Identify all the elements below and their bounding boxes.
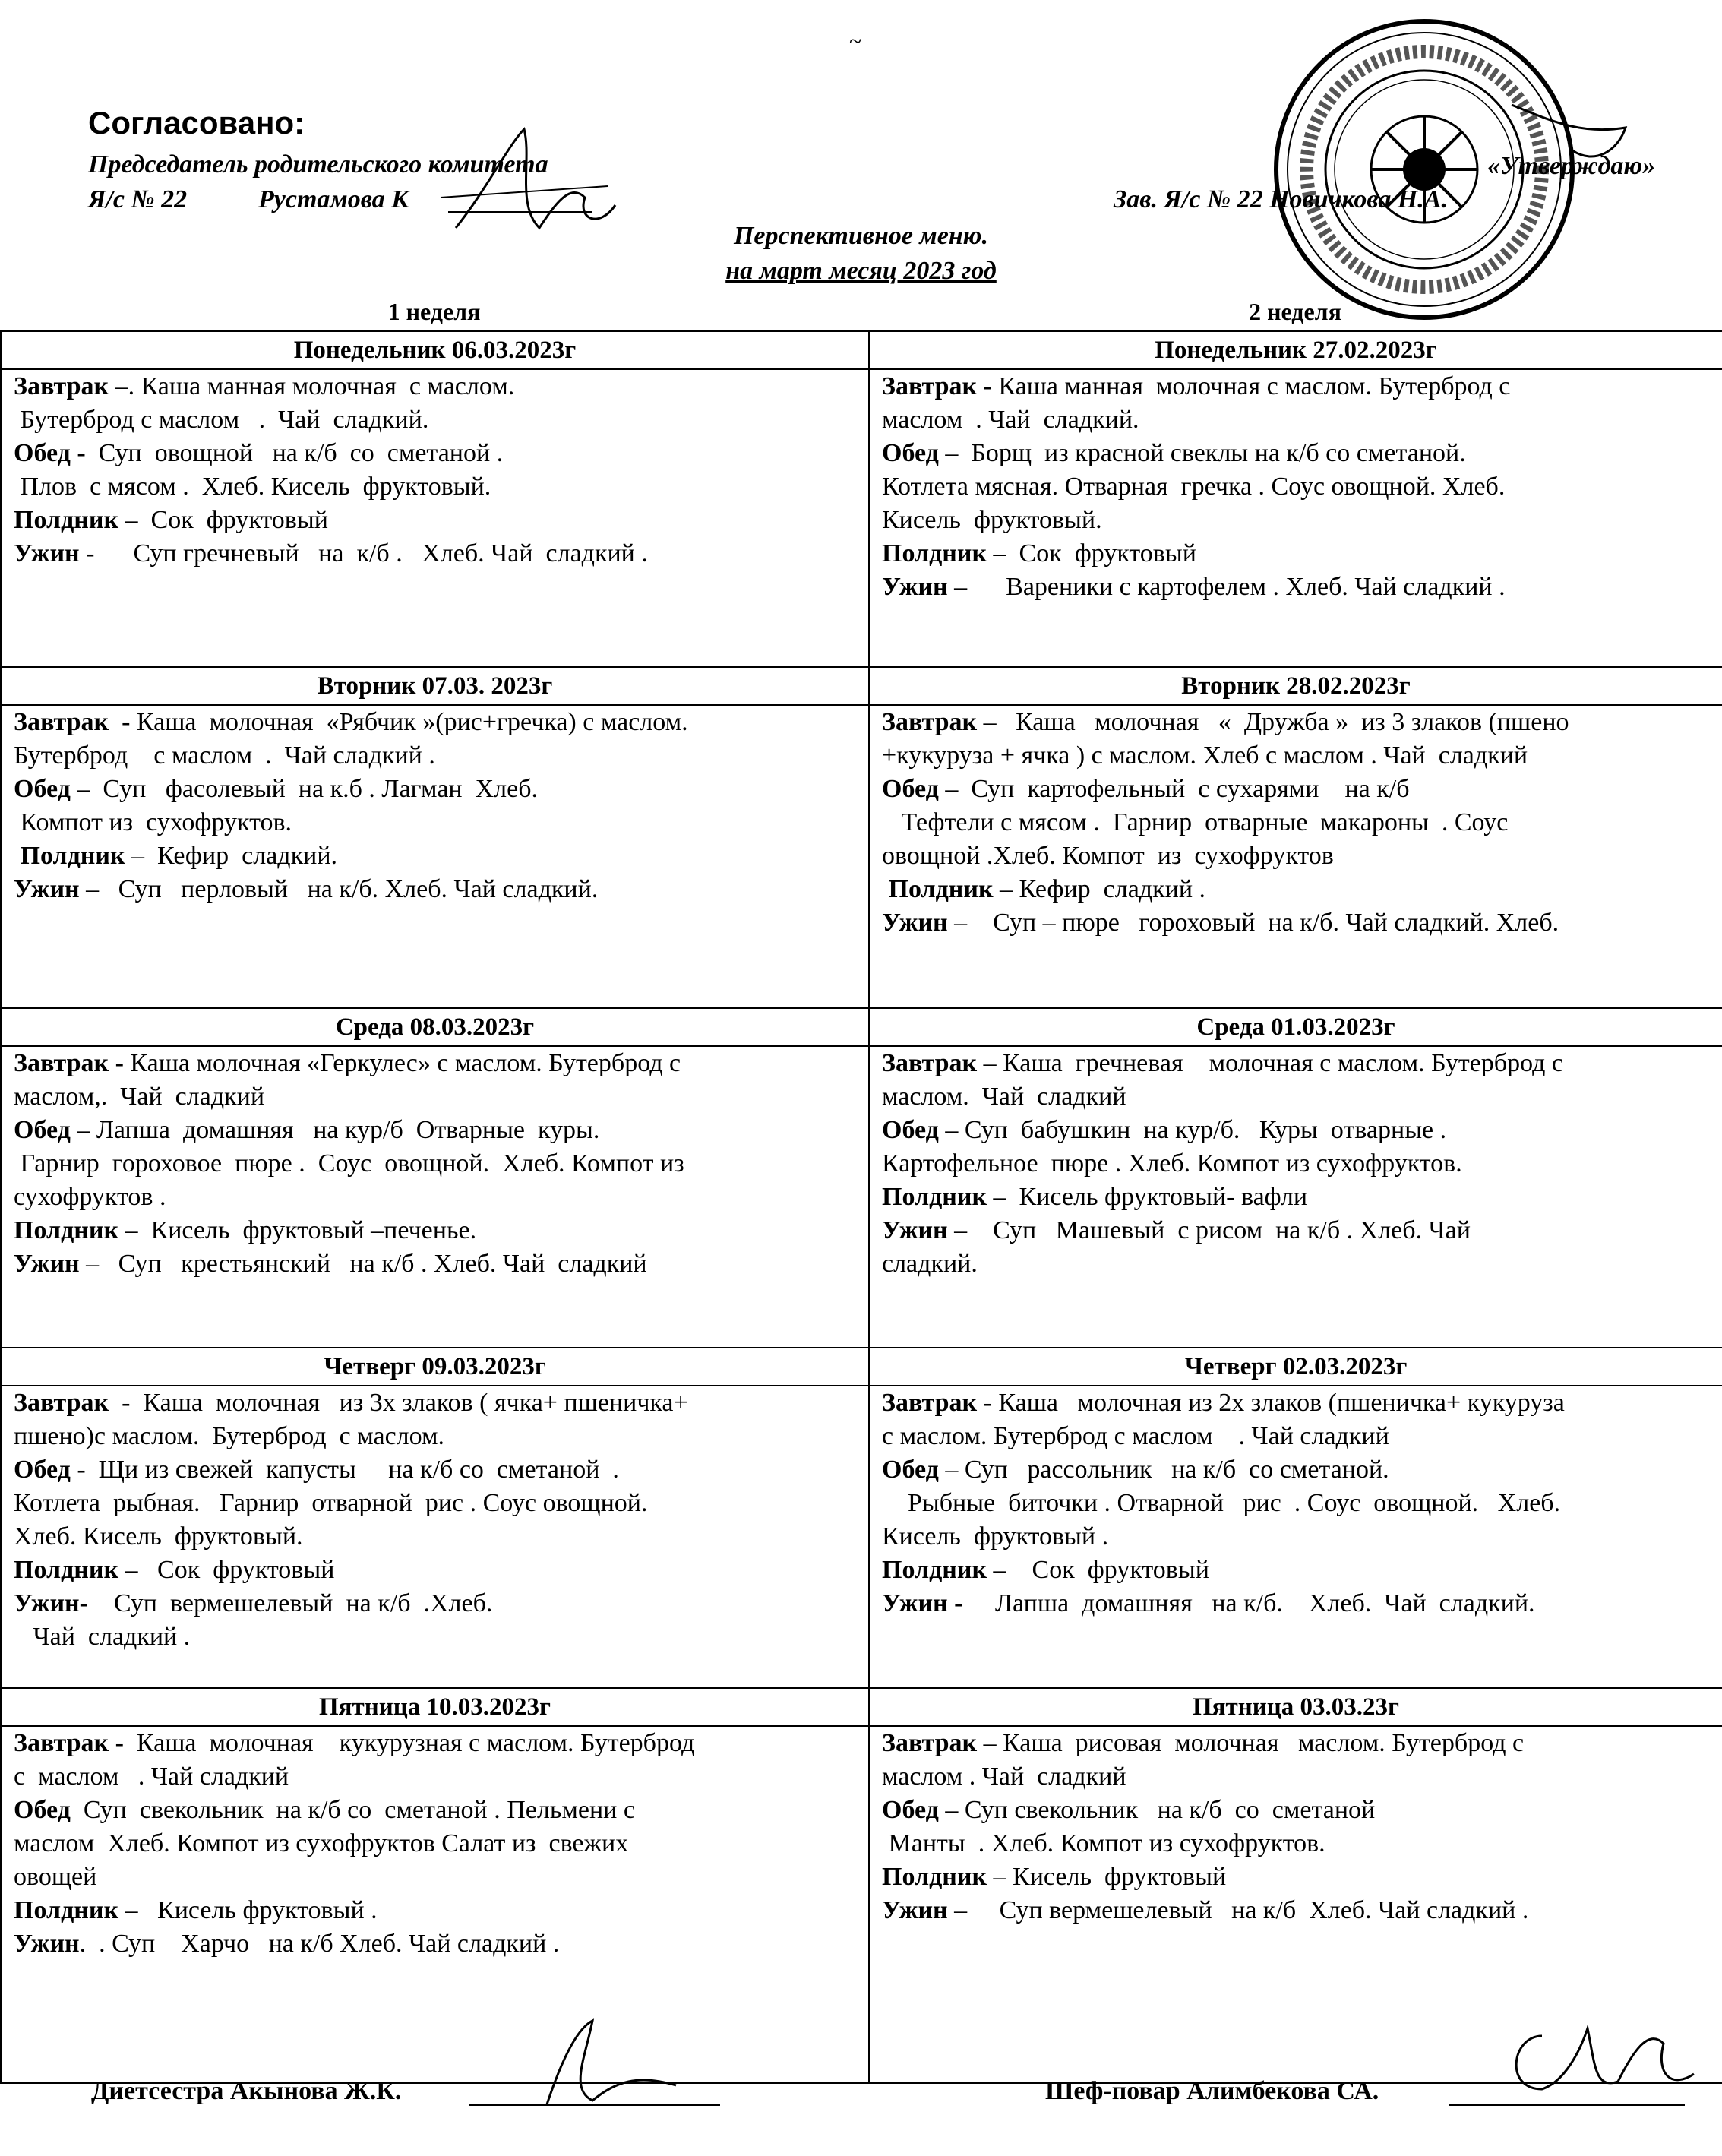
meal-label: Завтрак: [882, 372, 978, 400]
day-menu-row: [1, 1386, 1722, 1688]
meal-separator: -: [70, 439, 99, 467]
meal-text: Плов с мясом . Хлеб. Кисель фруктовый.: [14, 473, 491, 501]
meal-text: Каша молочная из 3х злаков ( ячка+ пшеничка+: [143, 1389, 688, 1417]
day-title-left: Четверг 09.03.2023г: [1, 1348, 869, 1386]
chef-signature-icon: [1481, 2006, 1709, 2112]
meal-label: Обед: [14, 439, 71, 467]
meal-separator: -: [109, 1049, 131, 1077]
agreed-name: Рустамова К: [258, 185, 409, 213]
meal-line: [14, 1420, 856, 1453]
agreed-role: Председатель родительского комитета: [88, 150, 548, 179]
meal-text: Лапша домашняя на кур/б Отварные куры.: [96, 1116, 600, 1144]
meal-label: Обед: [882, 439, 939, 467]
meal-separator: –: [987, 1863, 1013, 1891]
meal-line: [882, 1554, 1710, 1587]
meal-separator: –: [70, 1116, 96, 1144]
meal-text: Сок фруктовый: [1019, 539, 1196, 567]
meal-line: [14, 1587, 856, 1620]
menu-title: Перспективное меню.: [733, 222, 988, 250]
meal-line: [14, 1487, 856, 1520]
meal-line: [14, 1620, 856, 1654]
meal-text: Каша молочная «Геркулес» с маслом. Бутерброд с: [130, 1049, 681, 1077]
meal-line: [14, 1927, 856, 1961]
meal-separator: -: [977, 372, 999, 400]
meal-text: Кефир сладкий.: [157, 842, 338, 870]
meal-separator: –: [993, 875, 1019, 903]
meal-line: [14, 470, 856, 504]
meal-line: [14, 504, 856, 537]
day-title-left: Вторник 07.03. 2023г: [1, 667, 869, 705]
meal-line: [14, 1047, 856, 1080]
meal-text: Борщ из красной свеклы на к/б со сметаной.: [971, 439, 1466, 467]
meal-separator: -: [109, 1389, 144, 1417]
meal-line: [14, 1794, 856, 1827]
meal-text: Рыбные биточки . Отварной рис . Соус овощной. Хлеб.: [882, 1489, 1561, 1517]
meal-separator: –: [977, 708, 1016, 736]
meal-line: [14, 370, 856, 403]
meal-separator: -: [109, 708, 137, 736]
meal-line: [882, 504, 1710, 537]
meal-text: Котлета рыбная. Гарнир отварной рис . Соус овощной.: [14, 1489, 648, 1517]
meal-label: Обед: [882, 1116, 939, 1144]
meal-line: [882, 906, 1710, 940]
meal-line: [14, 1080, 856, 1114]
meal-text: Каша гречневая молочная с маслом. Бутерброд с: [1003, 1049, 1563, 1077]
meal-text: +кукуруза + ячка ) с маслом. Хлеб с маслом . Чай сладкий: [882, 741, 1528, 770]
meal-line: [882, 1727, 1710, 1760]
meal-line: [14, 1520, 856, 1554]
day-header-row: [1, 667, 1722, 705]
meal-label: Обед: [882, 1796, 939, 1824]
meal-line: [14, 1453, 856, 1487]
meal-label: Завтрак: [882, 1389, 978, 1417]
meal-separator: –: [947, 573, 1006, 601]
meal-text: Суп рассольник на к/б со сметаной.: [964, 1456, 1389, 1484]
meal-text: Кисель фруктовый.: [882, 506, 1102, 534]
meal-line: [882, 1080, 1710, 1114]
day-menu-left: [1, 1046, 869, 1348]
meal-text: Кисель фруктовый: [1013, 1863, 1227, 1891]
menu-subtitle: на март месяц 2023 год: [725, 257, 997, 285]
meal-text: Картофельное пюре . Хлеб. Компот из сухофруктов.: [882, 1149, 1462, 1178]
meal-text: Бутерброд с маслом . Чай сладкий .: [14, 741, 435, 770]
day-menu-row: [1, 1046, 1722, 1348]
approved-label: «Утверждаю»: [1487, 152, 1656, 180]
meal-separator: –: [125, 842, 158, 870]
meal-line: [14, 739, 856, 773]
day-menu-row: [1, 1726, 1722, 2083]
meal-line: [14, 1214, 856, 1247]
meal-text: сладкий.: [882, 1250, 978, 1278]
meal-label: Полдник: [14, 1896, 119, 1924]
day-menu-right: [869, 1386, 1722, 1688]
meal-label: Полдник: [14, 1556, 119, 1584]
meal-text: с маслом. Бутерброд с маслом . Чай сладкий: [882, 1422, 1389, 1450]
meal-text: маслом Хлеб. Компот из сухофруктов Салат из свежих: [14, 1829, 629, 1857]
meal-separator: –: [977, 1729, 1003, 1757]
meal-line: [882, 806, 1710, 839]
meal-line: [14, 1727, 856, 1760]
meal-separator: –: [947, 909, 994, 937]
meal-text: Кисель фруктовый .: [157, 1896, 378, 1924]
meal-text: Суп – пюре гороховый на к/б. Чай сладкий. Хлеб.: [993, 909, 1559, 937]
meal-line: [14, 1181, 856, 1214]
meal-text: Суп свекольник на к/б со сметаной . Пельмени с: [83, 1796, 635, 1824]
meal-text: Суп Харчо на к/б Хлеб. Чай сладкий .: [112, 1930, 560, 1958]
day-title-right: Понедельник 27.02.2023г: [869, 331, 1722, 369]
meal-text: Суп вермешелевый на к/б Хлеб. Чай сладкий .: [999, 1896, 1529, 1924]
meal-line: [14, 873, 856, 906]
menu-table: [0, 330, 1722, 2084]
meal-text: пшено)с маслом. Бутерброд с маслом.: [14, 1422, 445, 1450]
meal-line: [882, 1760, 1710, 1794]
meal-text: Кисель фруктовый- вафли: [1019, 1183, 1308, 1211]
meal-label: Обед: [14, 1796, 71, 1824]
meal-text: Суп свекольник на к/б со сметаной: [964, 1796, 1376, 1824]
meal-separator: –: [947, 1216, 994, 1244]
day-title-right: Четверг 02.03.2023г: [869, 1348, 1722, 1386]
meal-label: Обед: [14, 1116, 71, 1144]
meal-text: Вареники с картофелем . Хлеб. Чай сладкий .: [1006, 573, 1506, 601]
meal-text: Сок фруктовый: [1032, 1556, 1209, 1584]
meal-line: [14, 1760, 856, 1794]
day-header-row: [1, 1688, 1722, 1726]
meal-line: [882, 1214, 1710, 1247]
meal-text: с маслом . Чай сладкий: [14, 1762, 289, 1791]
meal-text: Каша молочная кукурузная с маслом. Бутерброд: [136, 1729, 695, 1757]
meal-label: Завтрак: [14, 708, 109, 736]
meal-text: Суп перловый на к/б. Хлеб. Чай сладкий.: [118, 875, 599, 903]
meal-line: [882, 839, 1710, 873]
meal-separator: –: [118, 1556, 158, 1584]
meal-separator: –: [987, 1556, 1032, 1584]
meal-separator: –: [79, 875, 118, 903]
meal-separator: . .: [79, 1930, 112, 1958]
day-title-left: Понедельник 06.03.2023г: [1, 331, 869, 369]
meal-line: [14, 773, 856, 806]
meal-line: [14, 1554, 856, 1587]
meal-line: [14, 1894, 856, 1927]
meal-label: Ужин: [882, 1216, 948, 1244]
meal-line: [882, 1247, 1710, 1281]
meal-label: Полдник: [14, 1216, 119, 1244]
meal-separator: -: [947, 1589, 995, 1617]
meal-label: Завтрак: [14, 1389, 109, 1417]
meal-label: Завтрак: [14, 372, 109, 400]
header-tilde: ~: [849, 29, 862, 54]
meal-label: Ужин: [14, 1930, 80, 1958]
day-menu-left: [1, 705, 869, 1008]
dietitian-signature-label: Диетсестра Акынова Ж.К.: [91, 2077, 402, 2105]
meal-label: Полдник: [14, 842, 125, 870]
meal-text: Чай сладкий .: [14, 1623, 191, 1651]
agreed-org: Я/с № 22: [88, 185, 188, 213]
day-header-row: [1, 331, 1722, 369]
meal-line: [882, 739, 1710, 773]
meal-line: [882, 1794, 1710, 1827]
week1-label: 1 неделя: [387, 298, 481, 325]
meal-label: Завтрак: [882, 1049, 978, 1077]
week2-label: 2 неделя: [1249, 298, 1341, 325]
meal-line: [882, 873, 1710, 906]
meal-line: [882, 1487, 1710, 1520]
meal-line: [882, 571, 1710, 604]
day-title-right: Пятница 03.03.23г: [869, 1688, 1722, 1726]
meal-text: Суп вермешелевый на к/б .Хлеб.: [113, 1589, 493, 1617]
meal-separator: –: [79, 1250, 118, 1278]
day-menu-left: [1, 1726, 869, 2083]
meal-line: [14, 537, 856, 571]
meal-text: Каша рисовая молочная маслом. Бутерброд с: [1003, 1729, 1525, 1757]
day-menu-right: [869, 1046, 1722, 1348]
meal-text: Кисель фруктовый –печенье.: [150, 1216, 477, 1244]
meal-line: [14, 1247, 856, 1281]
meal-text: Компот из сухофруктов.: [14, 808, 292, 836]
meal-text: Каша манная молочная с маслом.: [141, 372, 515, 400]
meal-line: [14, 706, 856, 739]
meal-line: [14, 1860, 856, 1894]
meal-separator: -: [79, 539, 134, 567]
meal-separator: –: [987, 539, 1019, 567]
day-menu-left: [1, 1386, 869, 1688]
meal-text: Сок фруктовый: [157, 1556, 335, 1584]
day-menu-right: [869, 369, 1722, 667]
meal-line: [882, 1453, 1710, 1487]
meal-line: [14, 1827, 856, 1860]
meal-label: Ужин: [882, 573, 948, 601]
meal-text: сухофруктов .: [14, 1183, 166, 1211]
meal-line: [882, 1047, 1710, 1080]
meal-line: [882, 1386, 1710, 1420]
meal-separator: –: [987, 1183, 1019, 1211]
meal-label: Ужин: [882, 1589, 948, 1617]
day-title-left: Пятница 10.03.2023г: [1, 1688, 869, 1726]
meal-text: Суп гречневый на к/б . Хлеб. Чай сладкий .: [133, 539, 648, 567]
meal-line: [882, 1420, 1710, 1453]
meal-line: [882, 1587, 1710, 1620]
meal-label: Ужин: [882, 909, 948, 937]
meal-line: [14, 839, 856, 873]
day-menu-left: [1, 369, 869, 667]
day-header-row: [1, 1348, 1722, 1386]
meal-separator: [88, 1589, 114, 1617]
meal-line: [882, 537, 1710, 571]
day-menu-row: [1, 369, 1722, 667]
day-title-right: Среда 01.03.2023г: [869, 1008, 1722, 1046]
meal-separator: –: [118, 1896, 158, 1924]
dietitian-signature-icon: [501, 2013, 699, 2112]
meal-line: [14, 1386, 856, 1420]
meal-separator: –: [977, 1049, 1003, 1077]
meal-text: Манты . Хлеб. Компот из сухофруктов.: [882, 1829, 1325, 1857]
meal-text: Суп фасолевый на к.б . Лагман Хлеб.: [103, 775, 539, 803]
meal-line: [882, 437, 1710, 470]
meal-text: Суп крестьянский на к/б . Хлеб. Чай сладкий: [118, 1250, 647, 1278]
approved-line: Зав. Я/с № 22 Новичкова Н.А.: [1114, 185, 1448, 213]
day-header-row: [1, 1008, 1722, 1046]
meal-text: Сок фруктовый: [150, 506, 328, 534]
meal-label: Завтрак: [882, 708, 978, 736]
meal-label: Обед: [882, 1456, 939, 1484]
meal-text: маслом . Чай сладкий.: [882, 406, 1139, 434]
agreed-title: Согласовано:: [88, 105, 305, 141]
meal-line: [882, 1827, 1710, 1860]
meal-separator: –.: [109, 372, 141, 400]
day-menu-row: [1, 705, 1722, 1008]
day-menu-right: [869, 705, 1722, 1008]
meal-line: [14, 1114, 856, 1147]
meal-text: овощей: [14, 1863, 97, 1891]
meal-text: Тефтели с мясом . Гарнир отварные макароны . Соус: [882, 808, 1509, 836]
meal-label: Полдник: [14, 506, 119, 534]
meal-line: [882, 403, 1710, 437]
meal-label: Полдник: [882, 1556, 987, 1584]
meal-label: Ужин: [14, 539, 80, 567]
meal-separator: –: [70, 775, 103, 803]
meal-label: Ужин: [14, 1250, 80, 1278]
meal-label: Полдник: [882, 1863, 987, 1891]
meal-text: Каша молочная « Дружба » из 3 злаков (пшено: [1016, 708, 1569, 736]
meal-separator: –: [938, 1456, 965, 1484]
meal-line: [14, 1147, 856, 1181]
meal-separator: –: [118, 1216, 151, 1244]
meal-text: Каша молочная из 2х злаков (пшеничка+ кукуруза: [998, 1389, 1565, 1417]
meal-text: Каша молочная «Рябчик »(рис+гречка) с маслом.: [136, 708, 688, 736]
meal-text: Котлета мясная. Отварная гречка . Соус овощной. Хлеб.: [882, 473, 1506, 501]
meal-text: маслом . Чай сладкий: [882, 1762, 1126, 1791]
meal-separator: [71, 1796, 84, 1824]
meal-line: [14, 806, 856, 839]
meal-label: Ужин: [882, 1896, 948, 1924]
meal-separator: –: [938, 1796, 965, 1824]
meal-text: Лапша домашняя на к/б. Хлеб. Чай сладкий.: [994, 1589, 1535, 1617]
meal-line: [882, 1520, 1710, 1554]
meal-label: Полдник: [882, 875, 994, 903]
meal-line: [882, 470, 1710, 504]
meal-line: [14, 403, 856, 437]
meal-line: [14, 437, 856, 470]
day-title-left: Среда 08.03.2023г: [1, 1008, 869, 1046]
meal-label: Обед: [14, 775, 71, 803]
meal-label: Ужин: [14, 875, 80, 903]
meal-text: Суп овощной на к/б со сметаной .: [98, 439, 504, 467]
meal-line: [882, 370, 1710, 403]
meal-label: Обед: [882, 775, 939, 803]
meal-text: овощной .Хлеб. Компот из сухофруктов: [882, 842, 1334, 870]
meal-separator: -: [977, 1389, 999, 1417]
meal-line: [882, 1147, 1710, 1181]
day-title-right: Вторник 28.02.2023г: [869, 667, 1722, 705]
meal-separator: –: [938, 439, 972, 467]
meal-line: [882, 773, 1710, 806]
meal-separator: –: [938, 1116, 965, 1144]
meal-text: маслом. Чай сладкий: [882, 1083, 1126, 1111]
meal-text: Суп картофельный с сухарями на к/б: [971, 775, 1410, 803]
meal-label: Полдник: [882, 539, 987, 567]
meal-text: Суп Машевый с рисом на к/б . Хлеб. Чай: [993, 1216, 1471, 1244]
meal-label: Завтрак: [14, 1729, 109, 1757]
chef-signature-label: Шеф-повар Алимбекова СА.: [1045, 2077, 1379, 2105]
meal-label: Ужин-: [14, 1589, 88, 1617]
meal-text: маслом,. Чай сладкий: [14, 1083, 265, 1111]
meal-line: [882, 706, 1710, 739]
meal-label: Полдник: [882, 1183, 987, 1211]
meal-text: Кефир сладкий .: [1019, 875, 1206, 903]
meal-label: Завтрак: [14, 1049, 109, 1077]
meal-text: Хлеб. Кисель фруктовый.: [14, 1522, 303, 1551]
meal-text: Бутерброд с маслом . Чай сладкий.: [14, 406, 429, 434]
meal-separator: -: [70, 1456, 99, 1484]
meal-text: Гарнир гороховое пюре . Соус овощной. Хлеб. Компот из: [14, 1149, 684, 1178]
meal-text: Щи из свежей капусты на к/б со сметаной .: [98, 1456, 619, 1484]
meal-separator: –: [947, 1896, 1000, 1924]
meal-line: [882, 1114, 1710, 1147]
meal-label: Завтрак: [882, 1729, 978, 1757]
meal-line: [882, 1860, 1710, 1894]
meal-text: Кисель фруктовый .: [882, 1522, 1109, 1551]
meal-text: Суп бабушкин на кур/б. Куры отварные .: [964, 1116, 1447, 1144]
meal-line: [882, 1181, 1710, 1214]
meal-separator: –: [118, 506, 151, 534]
meal-line: [882, 1894, 1710, 1927]
meal-separator: –: [938, 775, 972, 803]
meal-separator: -: [109, 1729, 137, 1757]
meal-label: Обед: [14, 1456, 71, 1484]
meal-text: Каша манная молочная с маслом. Бутерброд с: [998, 372, 1511, 400]
